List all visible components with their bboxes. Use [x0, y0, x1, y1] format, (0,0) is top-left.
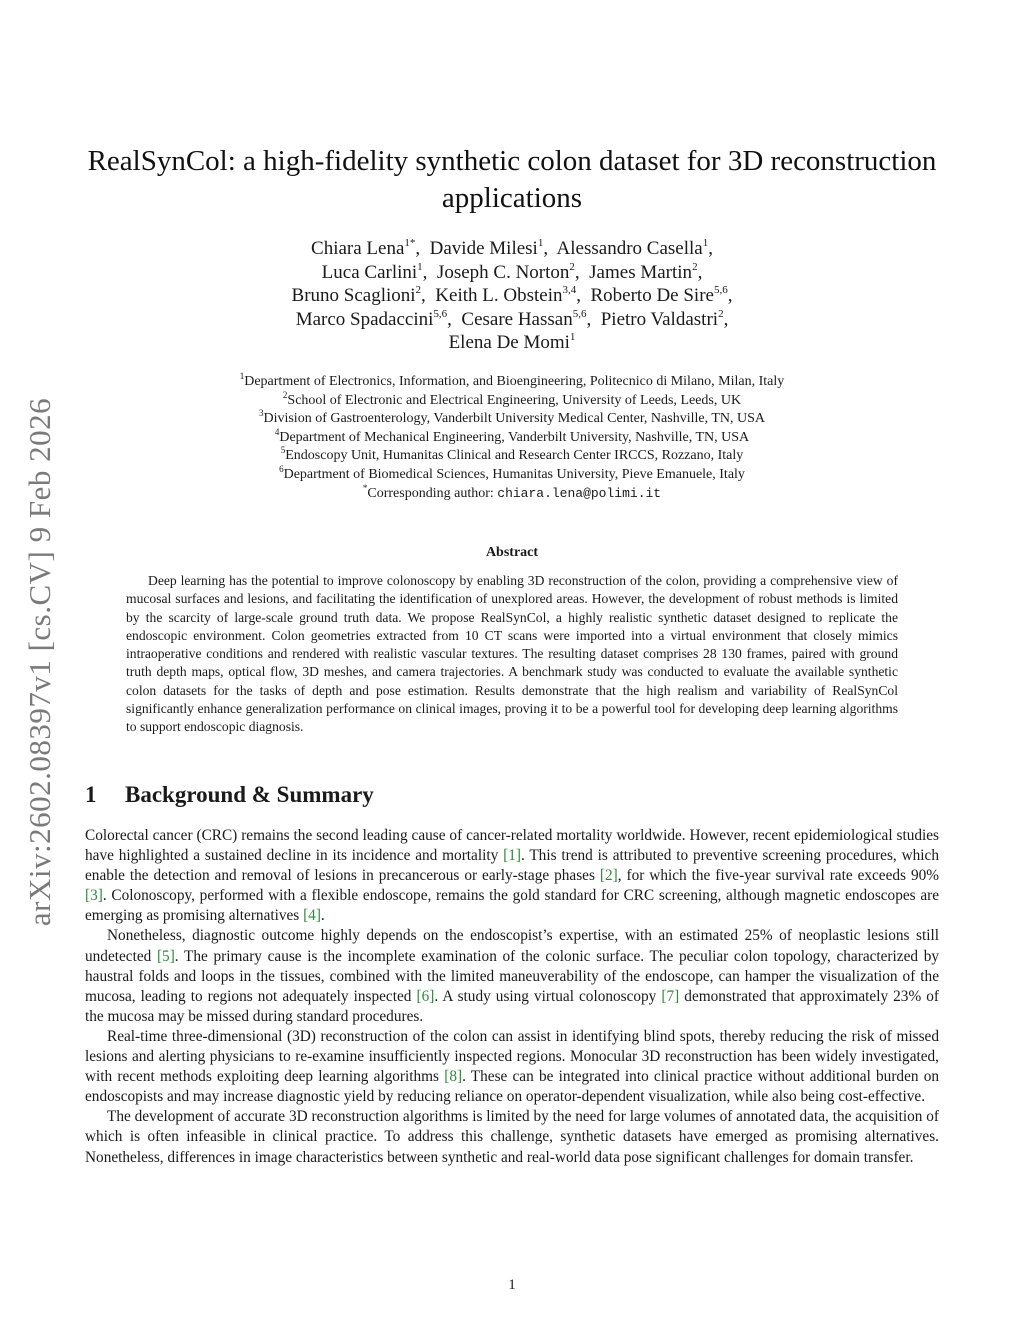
author-affiliation-mark: 5,6	[433, 307, 448, 320]
author-affiliation-mark: 5,6	[713, 284, 728, 296]
section-title: Background & Summary	[125, 782, 374, 807]
author-affiliation-mark: 2	[718, 307, 724, 320]
author-affiliation-mark: 5,6	[572, 307, 587, 320]
author-affiliation-mark: 1	[417, 260, 423, 273]
affiliation	[120, 389, 904, 411]
author-name: Davide Milesi	[429, 238, 538, 259]
author-name: Alessandro Casella	[556, 238, 703, 259]
affiliation-number: 6	[279, 463, 284, 474]
affiliation	[120, 426, 904, 448]
citation-link[interactable]: [8]	[444, 1068, 463, 1086]
author-name: Chiara Lena	[311, 238, 405, 259]
affiliation-list	[120, 373, 904, 503]
author-name: Pietro Valdastri	[600, 308, 719, 330]
author-affiliation-mark: 2	[415, 284, 422, 296]
affiliation	[120, 373, 904, 392]
author-line: Bruno Scaglioni$^2$, Keith L. Obstein$^{3,4}$, Roberto De Sire$^{5,6}$,	[291, 284, 733, 306]
author-name: Elena De Momi	[448, 332, 570, 353]
citation-link[interactable]: [1]	[503, 847, 521, 865]
author-affiliation-mark: 2	[569, 260, 575, 273]
author-affiliation-mark: 1*	[404, 237, 416, 249]
affiliation-text: Division of Gastroenterology, Vanderbilt University Medical Center, Nashville, TN, USA	[263, 411, 766, 427]
author-affiliation-mark: 1	[537, 237, 544, 249]
author-affiliation-mark: 3,4	[562, 284, 577, 296]
affiliation-number: 3	[258, 408, 264, 419]
affiliation-text: Department of Mechanical Engineering, Vanderbilt University, Nashville, TN, USA	[279, 429, 750, 445]
citation-link[interactable]: [3]	[85, 887, 103, 905]
corresponding-email-link[interactable]: chiara.lena@polimi.it	[497, 485, 662, 501]
corresponding-label: Corresponding author:	[367, 485, 494, 501]
affiliation-number: 5	[280, 445, 286, 456]
paper-title: RealSynCol: a high-fidelity synthetic colon dataset for 3D reconstruction applications	[87, 145, 937, 214]
citation-link[interactable]: [7]	[661, 987, 680, 1005]
body-paragraph: Real-time three-dimensional (3D) reconstruction of the colon can assist in identifying blind spots, thereby reducing the risk of missed lesions and alerting physicians to re-examine insufficiently inspected regions. Monocular 3D reconstruction has been widely investigated, with recent methods exploiting deep learning algorithms [8]. These can be integrated into clinical practice without additional burden on endoscopists and may increase diagnostic yield by reducing reliance on operator-dependent visualization, while also being cost-effective.	[85, 1027, 939, 1106]
author-name: Bruno Scaglioni	[291, 285, 416, 306]
citation-link[interactable]: [2]	[599, 867, 618, 885]
section-number: 1	[85, 782, 97, 807]
affiliation	[120, 447, 904, 466]
affiliation-number: 2	[282, 389, 288, 400]
author-line	[160, 331, 864, 355]
author-name: Luca Carlini	[321, 261, 418, 283]
author-line: Luca Carlini$^1$, Joseph C. Norton$^2$, James Martin$^2$,	[321, 260, 703, 283]
author-name: Roberto De Sire	[590, 285, 714, 306]
affiliation	[120, 463, 904, 485]
affiliation-number: 1	[239, 371, 245, 381]
author-name: Keith L. Obstein	[435, 285, 563, 306]
author-list	[160, 237, 864, 355]
affiliation-text: Endoscopy Unit, Humanitas Clinical and Research Center IRCCS, Rozzano, Italy	[285, 448, 744, 464]
author-name: Joseph C. Norton	[436, 261, 570, 283]
author-line: Marco Spadaccini$^{5,6}$, Cesare Hassan$^{5,6}$, Pietro Valdastri$^2$,	[295, 307, 729, 330]
body-paragraph: The development of accurate 3D reconstruction algorithms is limited by the need for large volumes of annotated data, the acquisition of which is often infeasible in clinical practice. To address this challenge, synthetic datasets have emerged as promising alternatives. Nonetheless, differences in image characteristics between synthetic and real-world data pose significant challenges for domain transfer.	[85, 1108, 939, 1166]
author-affiliation-mark: 2	[692, 260, 698, 273]
corresponding-mark: *	[362, 482, 368, 493]
section-heading	[85, 782, 374, 808]
author-name: Marco Spadaccini	[295, 308, 434, 330]
author-line: Chiara Lena$^{1*}$, Davide Milesi$^1$, Alessandro Casella$^1$,	[311, 237, 713, 259]
citation-link[interactable]: [4]	[303, 907, 321, 925]
author-name: James Martin	[589, 261, 693, 283]
affiliation-text: Department of Electronics, Information, and Bioengineering, Politecnico di Milano, Milan, Italy	[244, 374, 785, 389]
citation-link[interactable]: [5]	[156, 947, 175, 965]
citation-link[interactable]: [6]	[416, 987, 435, 1005]
affiliation-number: 4	[274, 426, 280, 437]
author-affiliation-mark: 1	[569, 331, 576, 343]
corresponding-author	[120, 482, 904, 504]
affiliation	[120, 410, 904, 429]
abstract-text: Deep learning has the potential to improve colonoscopy by enabling 3D reconstruction of the colon, providing a comprehensive view of mucosal surfaces and lesions, and facilitating the identification of unexplored areas. However, the development of robust methods is limited by the scarcity of large-scale ground truth data. We propose RealSynCol, a highly realistic synthetic dataset designed to replicate the endoscopic environment. Colon geometries extracted from 10 CT scans were imported into a virtual environment that closely mimics intraoperative conditions and rendered with realistic vascular textures. The resulting dataset comprises 28 130 frames, paired with ground truth depth maps, optical flow, 3D meshes, and camera trajectories. A benchmark study was conducted to evaluate the available synthetic colon datasets for the tasks of depth and pose estimation. Results demonstrate that the high realism and variability of RealSynCol significantly enhance generalization performance on clinical images, proving it to be a powerful tool for developing deep learning algorithms to support endoscopic diagnosis.	[126, 573, 898, 735]
abstract-heading: Abstract	[485, 545, 539, 560]
arxiv-identifier: arXiv:2602.08397v1 [cs.CV] 9 Feb 2026	[22, 397, 57, 927]
body-paragraph: Colorectal cancer (CRC) remains the second leading cause of cancer-related mortality worldwide. However, recent epidemiological studies have highlighted a sustained decline in its incidence and mortality [1]. This trend is attributed to preventive screening procedures, which enable the detection and removal of lesions in precancerous or early-stage phases [2], for which the five-year survival rate exceeds 90% [3]. Colonoscopy, performed with a flexible endoscope, remains the gold standard for CRC screening, although magnetic endoscopes are emerging as promising alternatives [4].	[85, 827, 939, 925]
body-paragraph: Nonetheless, diagnostic outcome highly depends on the endoscopist’s expertise, with an estimated 25% of neoplastic lesions still undetected [5]. The primary cause is the incomplete examination of the colonic surface. The peculiar colon topology, characterized by haustral folds and loops in the tissues, combined with the limited maneuverability of the endoscope, can hamper the visualization of the mucosa, leading to regions not adequately inspected [6]. A study using virtual colonoscopy [7] demonstrated that approximately 23% of the mucosa may be missed during standard procedures.	[85, 927, 939, 1025]
author-name: Cesare Hassan	[461, 308, 573, 330]
page-number: 1	[508, 1277, 516, 1293]
author-affiliation-mark: 1	[702, 237, 709, 249]
section-body	[85, 826, 939, 1168]
affiliation-text: Department of Biomedical Sciences, Humanitas University, Pieve Emanuele, Italy	[283, 466, 745, 482]
affiliation-text: School of Electronic and Electrical Engineering, University of Leeds, Leeds, UK	[287, 392, 742, 408]
